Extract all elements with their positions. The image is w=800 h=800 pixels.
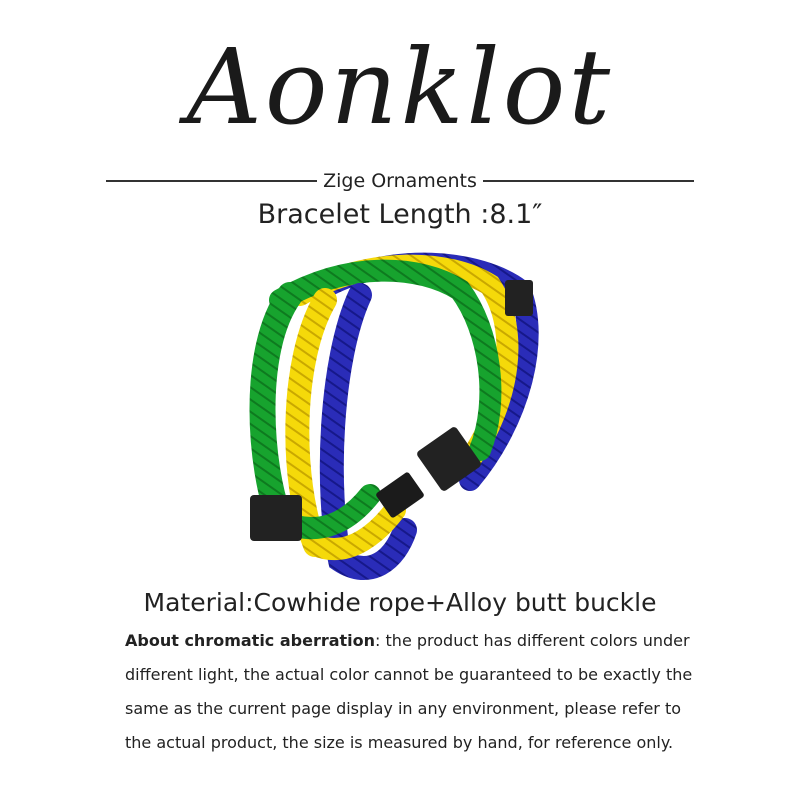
brand-subtitle: Zige Ornaments [323, 170, 477, 192]
brand-subtitle-row [100, 168, 700, 194]
bracelet-image [220, 250, 580, 590]
divider-left [106, 180, 317, 182]
chromatic-aberration-note [125, 624, 695, 760]
material-spec: Material:Cowhide rope+Alloy butt buckle [143, 588, 657, 617]
note-body: : the product has different colors under different light, the actual color cannot be guaranteed to be exactly the same as the current page display in any environment, please refer to the actual product, the size is measured by hand, for reference only. [125, 631, 693, 752]
divider-right [483, 180, 694, 182]
brand-logo [0, 22, 800, 152]
note-heading: About chromatic aberration [125, 631, 376, 650]
logo-text: Aonklot [186, 26, 614, 148]
bracelet-length: Bracelet Length :8.1″ [257, 199, 543, 230]
